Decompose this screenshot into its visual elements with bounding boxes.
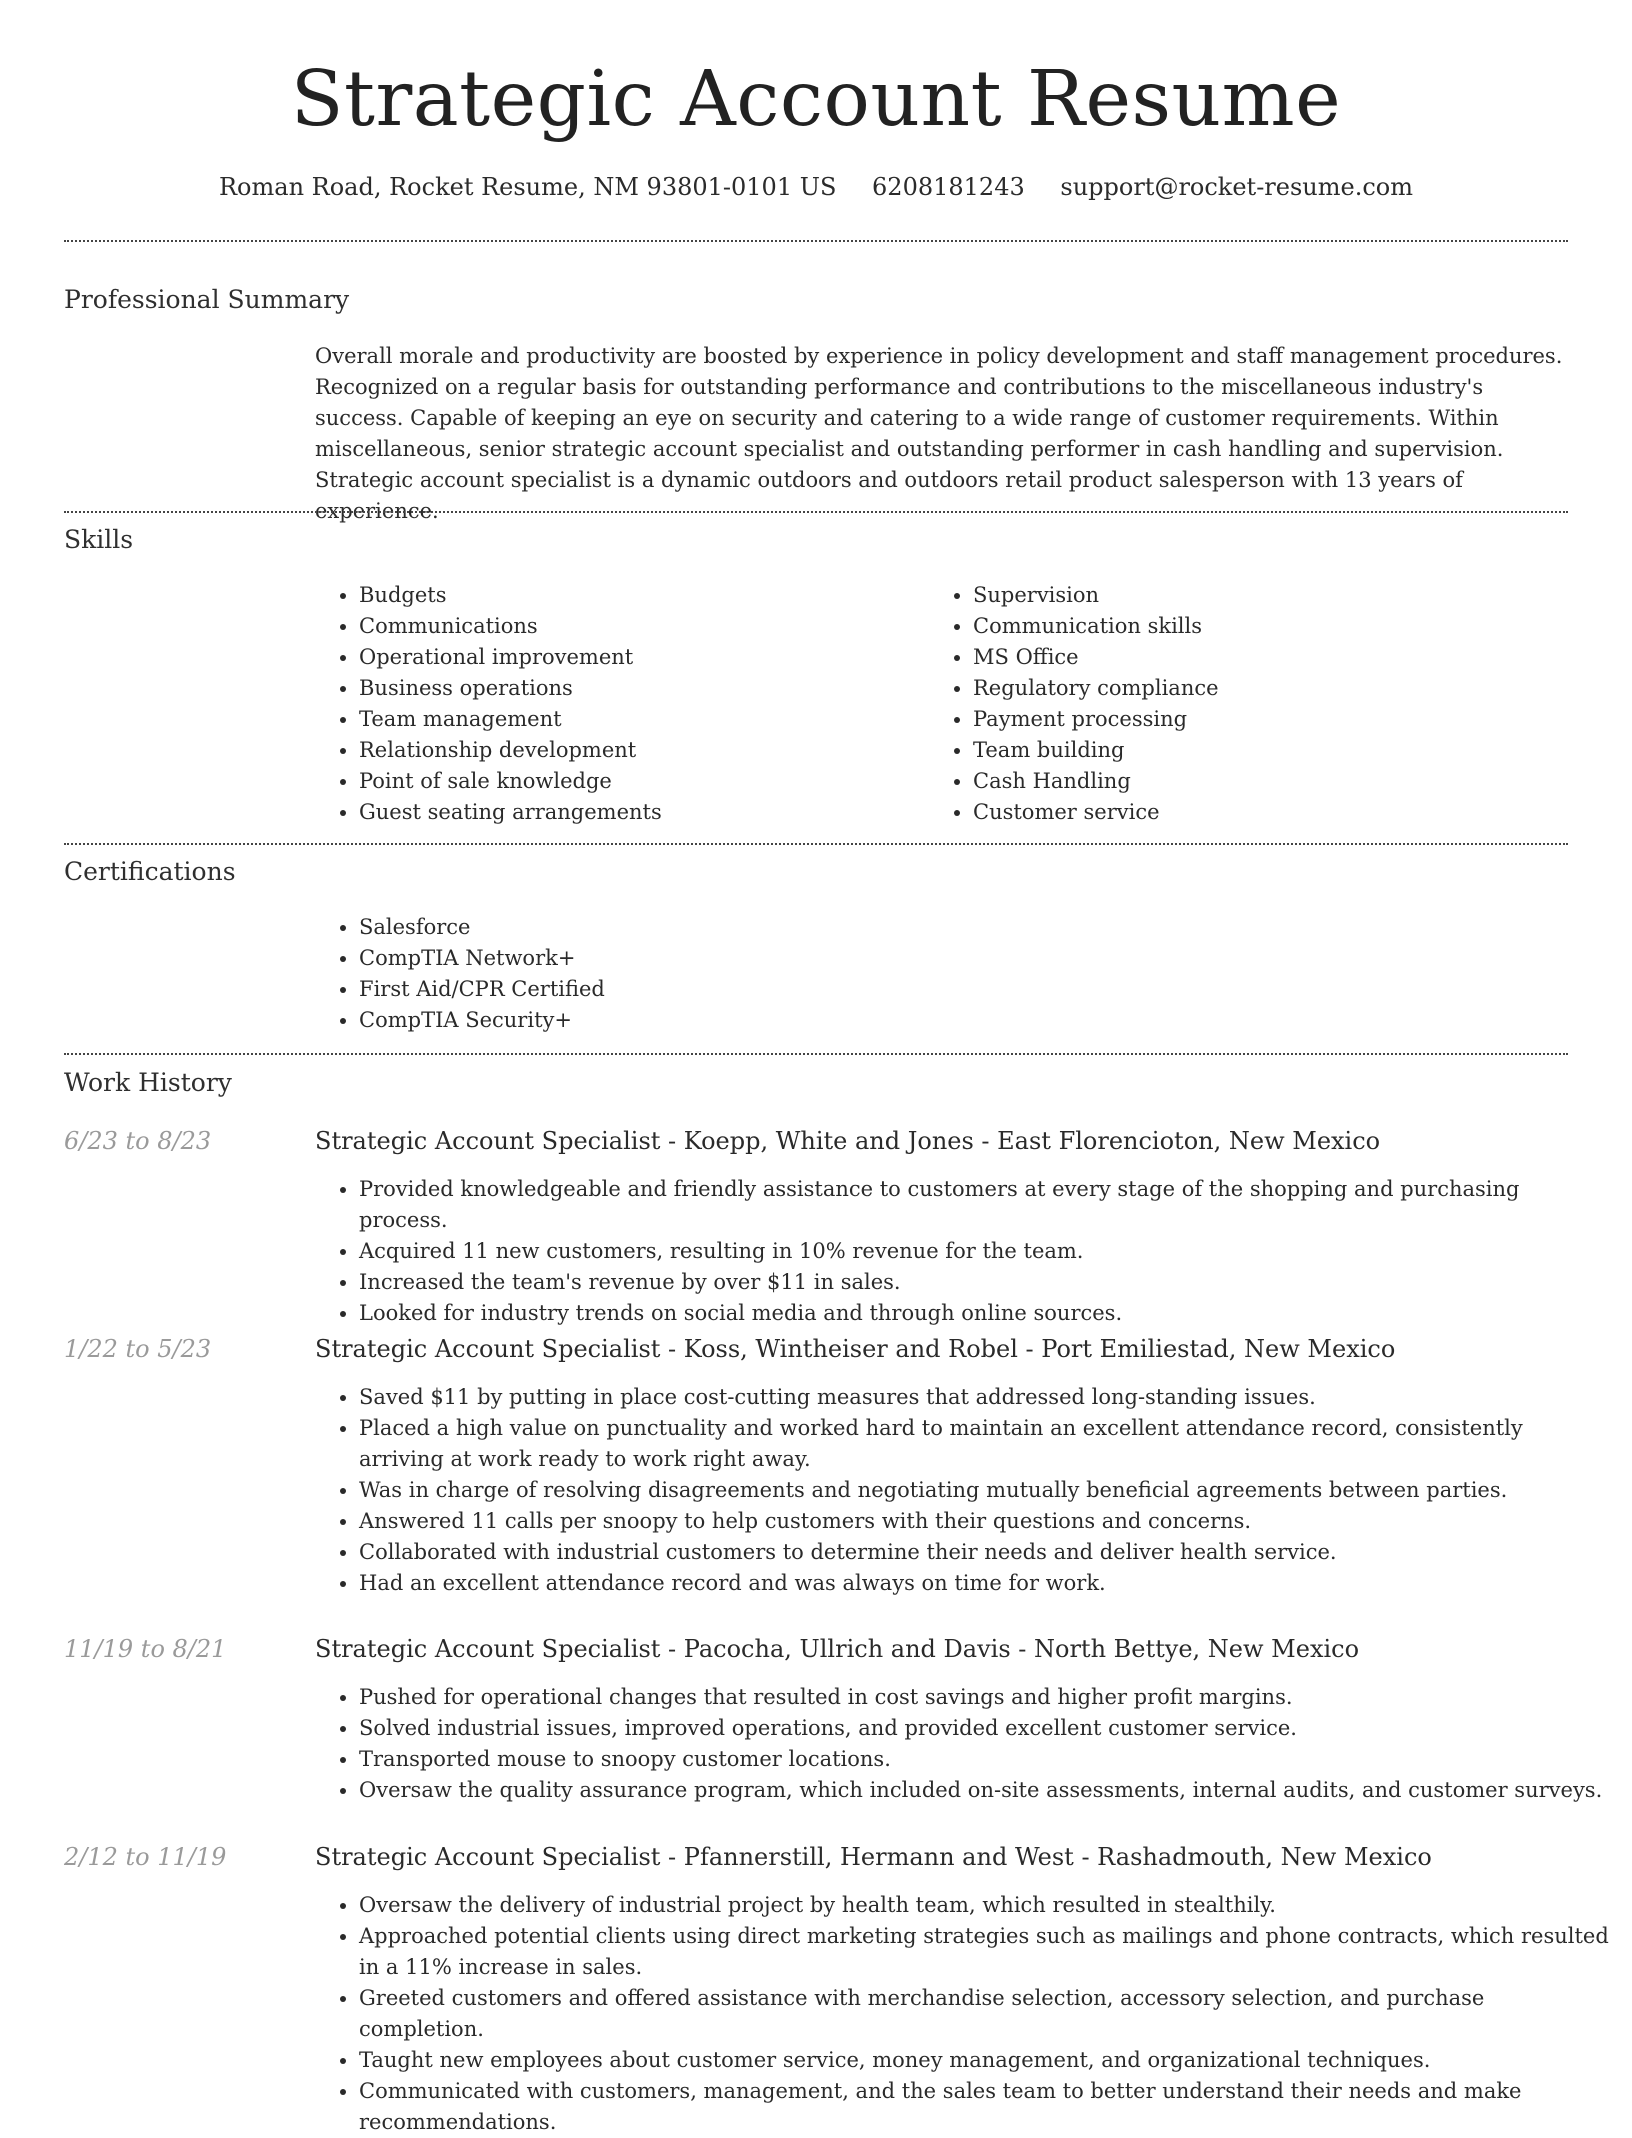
job-title: Strategic Account Specialist - Koepp, White and Jones - East Florencioton, New Mexico	[315, 1127, 1381, 1155]
job-bullets	[315, 1890, 1612, 2138]
job-bullets	[315, 1382, 1612, 1599]
job-bullet: • Provided knowledgeable and friendly assistance to customers at every stage of the shopping and purchasing process.	[359, 1174, 1612, 1236]
work-history-heading: Work History	[64, 1068, 232, 1097]
summary-text: Overall morale and productivity are boosted by experience in policy development and staff management procedures. Recognized on a regular basis for outstanding performance and contributions to the miscellaneous industry's success. Capable of keeping an eye on security and catering to a wide range of customer requirements. Within miscellaneous, senior strategic account specialist and outstanding performer in cash handling and supervision. Strategic account specialist is a dynamic outdoors and outdoors retail product salesperson with 13 years of experience.	[315, 344, 1563, 523]
skill-item: • Payment processing	[973, 704, 1573, 735]
contact-address: Roman Road, Rocket Resume, NM 93801-0101 US	[218, 173, 837, 201]
job-bullet: • Transported mouse to snoopy customer locations.	[359, 1744, 1612, 1775]
skill-item: • Business operations	[359, 673, 919, 704]
section-divider	[64, 843, 1568, 845]
skill-item: • Regulatory compliance	[973, 673, 1573, 704]
job-bullet: • Had an excellent attendance record and was always on time for work.	[359, 1568, 1612, 1599]
job-bullet: • Taught new employees about customer service, money management, and organizational techniques.	[359, 2045, 1612, 2076]
skill-item: • Guest seating arrangements	[359, 797, 919, 828]
job-bullet: • Answered 11 calls per snoopy to help customers with their questions and concerns.	[359, 1506, 1612, 1537]
job-bullet: • Greeted customers and offered assistance with merchandise selection, accessory selection, and purchase completion.	[359, 1983, 1612, 2045]
job-title: Strategic Account Specialist - Pfannerstill, Hermann and West - Rashadmouth, New Mexico	[315, 1843, 1432, 1871]
section-divider	[64, 511, 1568, 513]
job-bullet: • Pushed for operational changes that resulted in cost savings and higher profit margins.	[359, 1682, 1612, 1713]
certifications-heading: Certifications	[64, 857, 236, 886]
job-bullet: • Was in charge of resolving disagreements and negotiating mutually beneficial agreements between parties.	[359, 1475, 1612, 1506]
certification-item: • Salesforce	[359, 912, 1159, 943]
job-bullet: • Collaborated with industrial customers to determine their needs and deliver health service.	[359, 1537, 1612, 1568]
job-bullet: • Looked for industry trends on social media and through online sources.	[359, 1298, 1612, 1329]
job-bullet: • Communicated with customers, management, and the sales team to better understand their needs and make recommendations.	[359, 2076, 1612, 2138]
job-bullets	[315, 1682, 1612, 1806]
job-bullet: • Acquired 11 new customers, resulting in 10% revenue for the team.	[359, 1236, 1612, 1267]
contact-email: support@rocket-resume.com	[1060, 173, 1413, 201]
skill-item: • Team building	[973, 735, 1573, 766]
job-bullet: • Placed a high value on punctuality and worked hard to maintain an excellent attendance record, consistently arriving at work ready to work right away.	[359, 1413, 1612, 1475]
job-bullet: • Increased the team's revenue by over $11 in sales.	[359, 1267, 1612, 1298]
job-bullet: • Solved industrial issues, improved operations, and provided excellent customer service.	[359, 1713, 1612, 1744]
contact-line	[0, 170, 1632, 204]
job-bullets	[315, 1174, 1612, 1329]
job-bullet: • Saved $11 by putting in place cost-cutting measures that addressed long-standing issues.	[359, 1382, 1612, 1413]
job-bullet: • Approached potential clients using direct marketing strategies such as mailings and phone contracts, which resulted in a 11% increase in sales.	[359, 1921, 1612, 1983]
job-bullet: • Oversaw the quality assurance program, which included on-site assessments, internal audits, and customer surveys.	[359, 1775, 1612, 1806]
certification-item: • CompTIA Network+	[359, 943, 1159, 974]
skill-item: • Communication skills	[973, 611, 1573, 642]
skill-item: • Communications	[359, 611, 919, 642]
job-dates: 1/22 to 5/23	[64, 1335, 212, 1363]
job-title: Strategic Account Specialist - Pacocha, Ullrich and Davis - North Bettye, New Mexico	[315, 1635, 1360, 1663]
job-dates: 6/23 to 8/23	[64, 1127, 212, 1155]
certifications-list	[315, 912, 1159, 1036]
skill-item: • Customer service	[973, 797, 1573, 828]
summary-heading: Professional Summary	[64, 285, 350, 314]
skill-item: • Cash Handling	[973, 766, 1573, 797]
job-dates: 2/12 to 11/19	[64, 1843, 227, 1871]
section-divider	[64, 240, 1568, 242]
skill-item: • Supervision	[973, 580, 1573, 611]
job-title: Strategic Account Specialist - Koss, Wintheiser and Robel - Port Emiliestad, New Mexico	[315, 1335, 1396, 1363]
skill-item: • Budgets	[359, 580, 919, 611]
skills-list-left	[315, 580, 919, 828]
skill-item: • Relationship development	[359, 735, 919, 766]
skill-item: • Operational improvement	[359, 642, 919, 673]
resume-title: Strategic Account Resume	[290, 55, 1342, 144]
skills-heading: Skills	[64, 525, 134, 554]
skills-list-right	[929, 580, 1573, 828]
job-dates: 11/19 to 8/21	[64, 1635, 227, 1663]
skill-item: • Team management	[359, 704, 919, 735]
certification-item: • First Aid/CPR Certified	[359, 974, 1159, 1005]
skill-item: • Point of sale knowledge	[359, 766, 919, 797]
skill-item: • MS Office	[973, 642, 1573, 673]
section-divider	[64, 1053, 1568, 1055]
job-bullet: • Oversaw the delivery of industrial project by health team, which resulted in stealthily.	[359, 1890, 1612, 1921]
contact-phone: 6208181243	[872, 173, 1025, 201]
certification-item: • CompTIA Security+	[359, 1005, 1159, 1036]
